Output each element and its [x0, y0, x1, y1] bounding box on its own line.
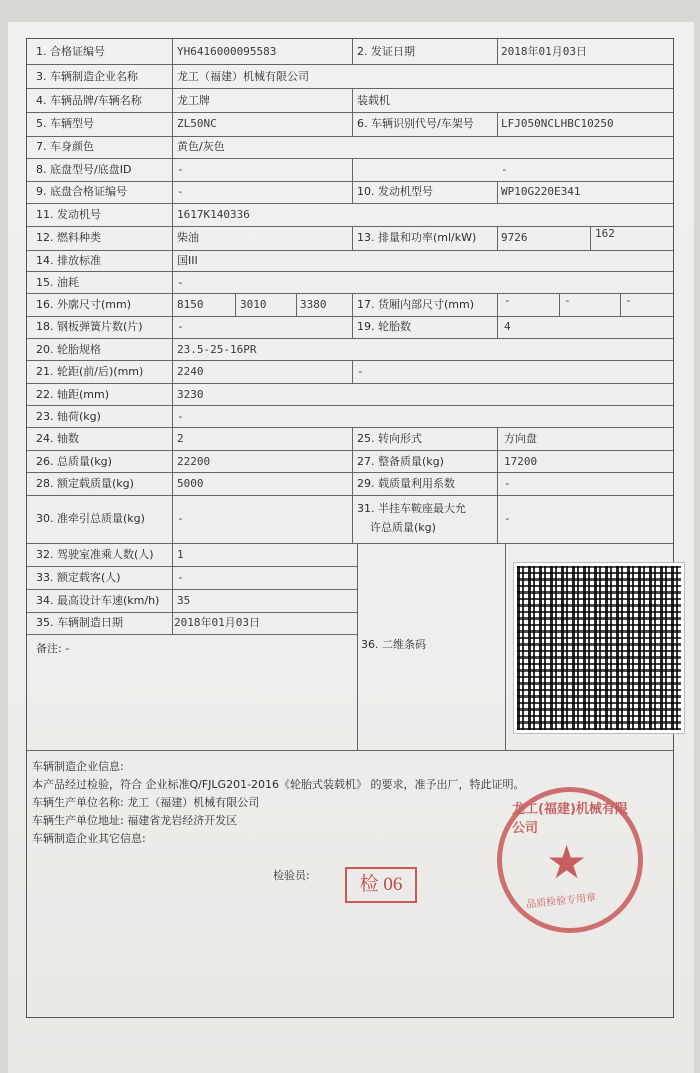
field-value: 2240: [177, 365, 204, 378]
row-divider: [27, 136, 673, 137]
field-label: 24. 轴数: [36, 432, 79, 445]
field-label: 10. 发动机型号: [357, 185, 433, 198]
cargo-dim-width: -: [564, 294, 571, 307]
row-divider: [27, 383, 673, 384]
field-label: 21. 轮距(前/后)(mm): [36, 365, 144, 378]
col-divider: [352, 427, 353, 543]
field-value: 162: [595, 227, 615, 240]
col-divider: [497, 226, 498, 250]
field-label: 1. 合格证编号: [36, 45, 105, 58]
field-value: WP10G220E341: [501, 185, 581, 198]
col-divider: [172, 39, 173, 265]
field-label: 3. 车辆制造企业名称: [36, 70, 138, 83]
field-value: YH6416000095583: [177, 45, 277, 58]
field-value: 1: [177, 548, 184, 561]
dimension-length: 8150: [177, 298, 204, 311]
row-divider: [27, 181, 673, 182]
field-label: 13. 排量和功率(ml/kW): [357, 231, 477, 244]
field-label: 22. 轴距(mm): [36, 388, 110, 401]
field-value: 23.5-25-16PR: [177, 343, 257, 356]
field-value: 9726: [501, 231, 528, 244]
field-label: 8. 底盘型号/底盘ID: [36, 163, 132, 176]
footer-heading: 车辆制造企业信息:: [32, 760, 124, 773]
field-value: 35: [177, 594, 191, 607]
field-label: 许总质量(kg): [370, 521, 436, 534]
row-divider: [27, 250, 673, 251]
field-label: 23. 轴荷(kg): [36, 410, 101, 423]
row-divider: [27, 226, 673, 227]
field-value: 5000: [177, 477, 204, 490]
field-value: -: [177, 276, 184, 289]
col-divider: [172, 250, 173, 634]
seal-bottom-text: 品质检验专用章: [525, 892, 597, 911]
row-divider: [27, 566, 357, 567]
field-label: 14. 排放标准: [36, 254, 101, 267]
field-label: 12. 燃料种类: [36, 231, 101, 244]
col-divider: [235, 293, 236, 316]
field-value: 22200: [177, 455, 211, 468]
field-label: 31. 半挂车鞍座最大允: [357, 502, 466, 515]
field-label: 34. 最高设计车速(km/h): [36, 594, 160, 607]
field-label: 32. 驾驶室准乘人数(人): [36, 548, 154, 561]
qr-code-image: [514, 563, 684, 733]
row-divider: [27, 293, 673, 294]
field-label: 11. 发动机号: [36, 208, 101, 221]
field-value: -: [177, 163, 184, 176]
field-value: 2018年01月03日: [501, 45, 587, 58]
qr-label: 36. 二维条码: [361, 638, 426, 651]
col-divider: [497, 293, 498, 338]
col-divider: [559, 293, 560, 316]
field-value: 1617K140336: [177, 208, 250, 221]
field-label: 25. 转向形式: [357, 432, 422, 445]
col-divider: [357, 543, 358, 750]
field-label: 15. 油耗: [36, 276, 79, 289]
field-label: 17. 货厢内部尺寸(mm): [357, 298, 475, 311]
dimension-width: 3010: [240, 298, 267, 311]
row-divider: [27, 634, 357, 635]
row-divider: [27, 427, 673, 428]
company-seal: [497, 787, 643, 933]
row-divider: [27, 271, 673, 272]
row-divider: [27, 338, 673, 339]
field-value: -: [177, 410, 184, 423]
col-divider: [620, 293, 621, 316]
field-label: 20. 轮胎规格: [36, 343, 101, 356]
col-divider: [352, 88, 353, 136]
field-label: 28. 额定载质量(kg): [36, 477, 134, 490]
field-value: -: [177, 512, 184, 525]
field-value: 国III: [177, 254, 198, 267]
cargo-dim-length: -: [504, 294, 511, 307]
field-value: 龙工牌: [177, 94, 210, 107]
dimension-height: 3380: [300, 298, 327, 311]
field-label: 26. 总质量(kg): [36, 455, 112, 468]
row-divider: [27, 112, 673, 113]
field-value: 方向盘: [504, 432, 537, 445]
field-label: 16. 外廓尺寸(mm): [36, 298, 132, 311]
col-divider: [296, 293, 297, 316]
field-label: 35. 车辆制造日期: [36, 616, 123, 629]
col-divider: [352, 158, 353, 203]
row-divider: [27, 612, 357, 613]
row-divider: [27, 450, 673, 451]
manufacturer-address: 车辆生产单位地址: 福建省龙岩经济开发区: [32, 814, 238, 827]
col-divider: [590, 226, 591, 250]
field-value: -: [177, 320, 184, 333]
col-divider: [497, 181, 498, 203]
row-divider: [27, 360, 673, 361]
field-value: 17200: [504, 455, 538, 468]
field-value: -: [357, 365, 364, 378]
col-divider: [497, 427, 498, 543]
inspector-label: 检验员:: [273, 869, 310, 882]
field-label: 27. 整备质量(kg): [357, 455, 444, 468]
col-divider: [497, 39, 498, 64]
inspector-stamp: 检 06: [345, 867, 417, 903]
field-value: -: [504, 477, 511, 490]
field-label: 5. 车辆型号: [36, 117, 94, 130]
remark-text: 备注: -: [36, 642, 70, 655]
star-icon: ★: [546, 835, 588, 889]
field-value: -: [177, 185, 184, 198]
field-label: 6. 车辆识别代号/车架号: [357, 117, 474, 130]
field-value: 2: [177, 432, 184, 445]
row-divider: [27, 64, 673, 65]
field-value: 黄色/灰色: [177, 140, 225, 153]
field-value: ZL50NC: [177, 117, 217, 130]
field-label: 2. 发证日期: [357, 45, 415, 58]
seal-text: 龙工(福建)机械有限公司: [512, 802, 628, 836]
field-value: -: [504, 512, 511, 525]
field-label: 19. 轮胎数: [357, 320, 411, 333]
col-divider: [352, 360, 353, 383]
field-label: 30. 准牵引总质量(kg): [36, 512, 145, 525]
field-value: -: [177, 571, 184, 584]
cargo-dim-height: -: [625, 294, 632, 307]
row-divider: [27, 158, 673, 159]
field-value: 2018年01月03日: [174, 616, 260, 629]
field-value: 装载机: [357, 94, 390, 107]
col-divider: [352, 293, 353, 338]
row-divider: [27, 405, 673, 406]
row-divider: [27, 589, 357, 590]
section-divider: [27, 750, 673, 751]
row-divider: [27, 543, 673, 544]
row-divider: [27, 88, 673, 89]
col-divider: [352, 226, 353, 250]
row-divider: [27, 495, 673, 496]
field-value: 3230: [177, 388, 204, 401]
other-info: 车辆制造企业其它信息:: [32, 832, 146, 845]
field-label: 4. 车辆品牌/车辆名称: [36, 94, 142, 107]
field-label: 7. 车身颜色: [36, 140, 94, 153]
row-divider: [27, 203, 673, 204]
field-value: LFJ050NCLHBC10250: [501, 117, 614, 130]
field-label: 9. 底盘合格证编号: [36, 185, 127, 198]
col-divider: [497, 112, 498, 136]
field-value: -: [501, 163, 508, 176]
row-divider: [27, 316, 673, 317]
manufacturer-name: 车辆生产单位名称: 龙工（福建）机械有限公司: [32, 796, 260, 809]
footer-statement: 本产品经过检验，符合 企业标准Q/FJLG201-2016《轮胎式装载机》 的要求，准予出厂，特此证明。: [32, 778, 525, 791]
field-label: 18. 钢板弹簧片数(片): [36, 320, 143, 333]
col-divider: [505, 543, 506, 750]
field-value: 4: [504, 320, 511, 333]
field-value: 龙工（福建）机械有限公司: [177, 70, 309, 83]
field-value: 柴油: [177, 231, 199, 244]
row-divider: [27, 472, 673, 473]
field-label: 29. 载质量利用系数: [357, 477, 455, 490]
field-label: 33. 额定载客(人): [36, 571, 121, 584]
col-divider: [352, 39, 353, 64]
